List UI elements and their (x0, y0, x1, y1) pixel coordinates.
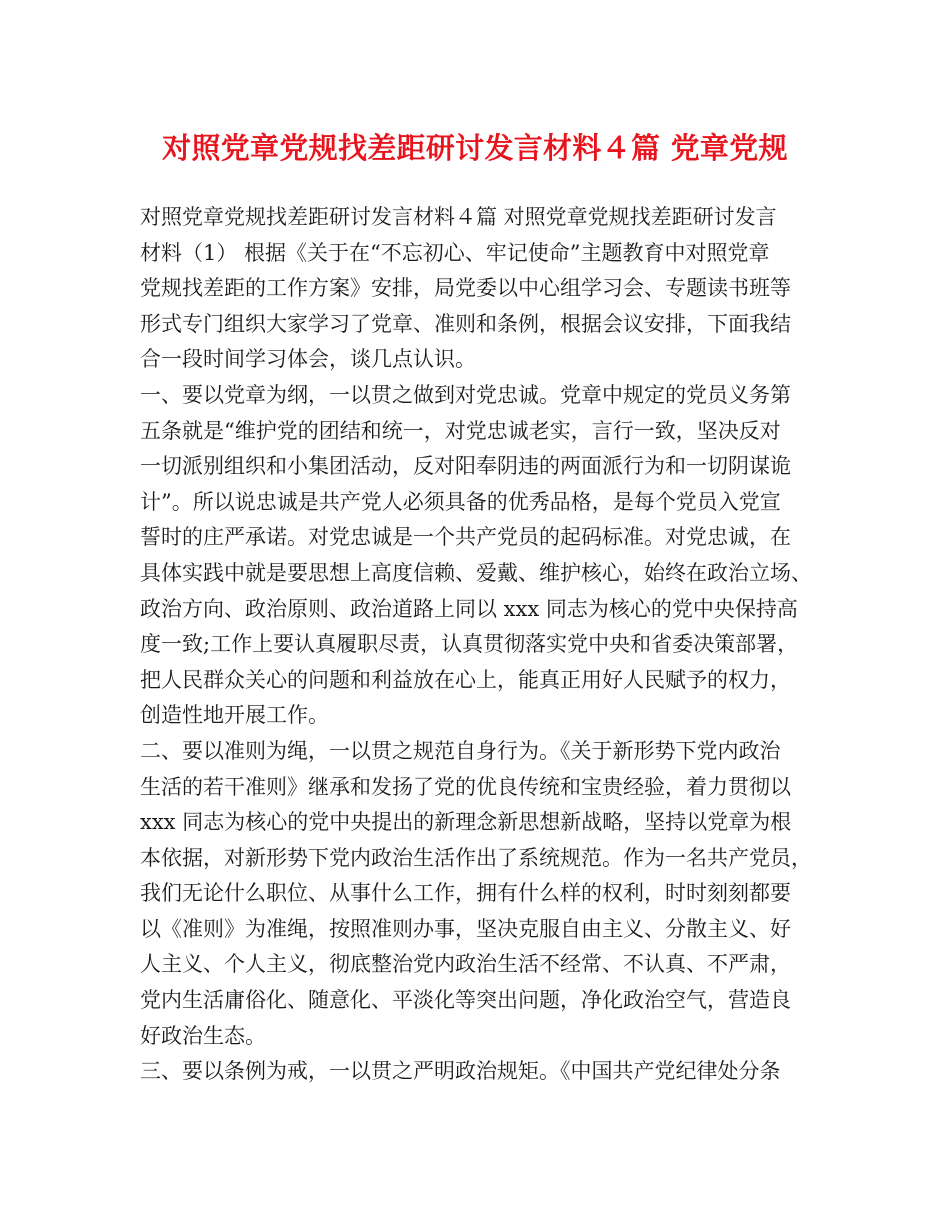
body-line: xxx 同志为核心的党中央提出的新理念新思想新战略，坚持以党章为根 (140, 810, 792, 835)
body-line: 一、要以党章为纲，一以贯之做到对党忠诚。党章中规定的党员义务第 (140, 382, 791, 407)
body-line: 五条就是“维护党的团结和统一，对党忠诚老实，言行一致，坚决反对 (140, 418, 781, 443)
body-line: 材料（1） 根据《关于在“不忘初心、牢记使命”主题教育中对照党章 (140, 240, 770, 265)
body-line: 三、要以条例为戒，一以贯之严明政治规矩。《中国共产党纪律处分条 (140, 1059, 781, 1084)
body-line: 生活的若干准则》继承和发扬了党的优良传统和宝贵经验，着力贯彻以 (140, 774, 791, 799)
body-line: 合一段时间学习体会，谈几点认识。 (140, 347, 476, 372)
body-line: 形式专门组织大家学习了党章、准则和条例，根据会议安排，下面我结 (140, 311, 791, 336)
body-line: 政治方向、政治原则、政治道路上同以 xxx 同志为核心的党中央保持高 (140, 596, 798, 621)
body-line: 我们无论什么职位、从事什么工作，拥有什么样的权利，时时刻刻都要 (140, 881, 791, 906)
body-line: 计”。所以说忠诚是共产党人必须具备的优秀品格，是每个党员入党宣 (140, 489, 781, 514)
body-line: 党规找差距的工作方案》安排，局党委以中心组学习会、专题读书班等 (140, 276, 791, 301)
body-line: 对照党章党规找差距研讨发言材料４篇 对照党章党规找差距研讨发言 (140, 205, 777, 229)
body-line: 创造性地开展工作。 (140, 703, 329, 728)
body-line: 誓时的庄严承诺。对党忠诚是一个共产党员的起码标准。对党忠诚，在 (140, 525, 791, 550)
body-line: 好政治生态。 (140, 1023, 266, 1048)
body-line: 以《准则》为准绳，按照准则办事，坚决克服自由主义、分散主义、好 (140, 916, 791, 941)
body-line: 一切派别组织和小集团活动，反对阳奉阴违的两面派行为和一切阴谋诡 (140, 454, 791, 479)
document-body (140, 200, 840, 1090)
body-line: 党内生活庸俗化、随意化、平淡化等突出问题，净化政治空气，营造良 (140, 988, 791, 1013)
body-line: 人主义、个人主义，彻底整治党内政治生活不经常、不认真、不严肃， (140, 952, 791, 977)
document-title: 对照党章党规找差距研讨发言材料４篇 党章党规 (162, 131, 788, 165)
body-line: 度一致;工作上要认真履职尽责，认真贯彻落实党中央和省委决策部署， (140, 632, 799, 657)
body-line: 本依据，对新形势下党内政治生活作出了系统规范。作为一名共产党员， (140, 845, 812, 870)
body-line: 二、要以准则为绳，一以贯之规范自身行为。《关于新形势下党内政治 (140, 738, 781, 763)
body-line: 把人民群众关心的问题和利益放在心上，能真正用好人民赋予的权力， (140, 667, 791, 692)
body-line: 具体实践中就是要思想上高度信赖、爱戴、维护核心，始终在政治立场、 (140, 560, 812, 585)
